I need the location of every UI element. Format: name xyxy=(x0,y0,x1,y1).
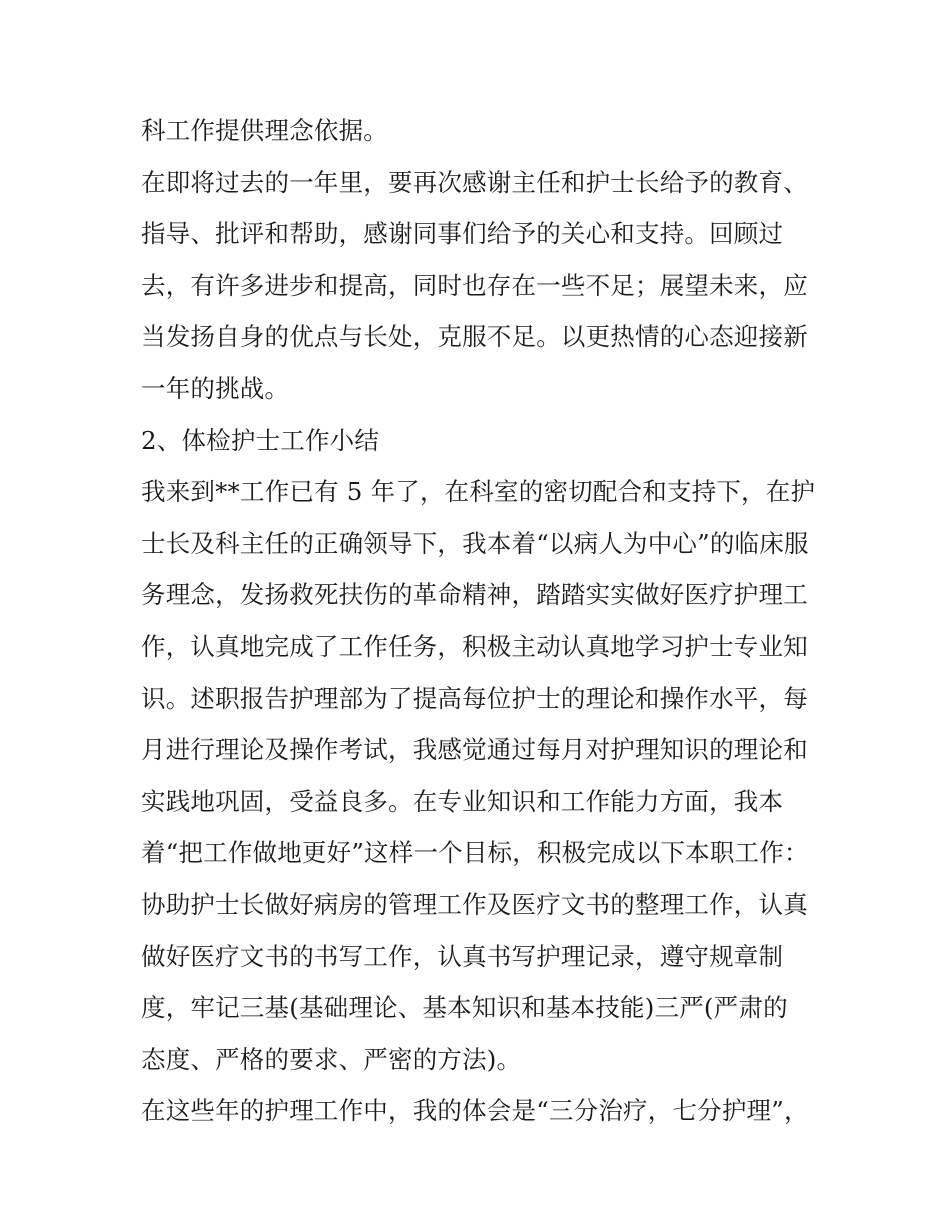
text-line: 去，有许多进步和提高，同时也存在一些不足；展望未来，应 xyxy=(141,270,808,300)
text-line: 我来到**工作已有 5 年了，在科室的密切配合和支持下，在护 xyxy=(141,477,816,507)
text-line: 科工作提供理念依据。 xyxy=(141,116,388,145)
text-line: 务理念，发扬救死扶伤的革命精神，踏踏实实做好医疗护理工 xyxy=(141,580,808,610)
text-line: 月进行理论及操作考试，我感觉通过每月对护理知识的理论和 xyxy=(141,735,808,765)
section-heading: 2、体检护士工作小结 xyxy=(141,425,380,455)
text-line: 识。述职报告护理部为了提高每位护士的理论和操作水平，每 xyxy=(141,683,808,713)
text-line: 协助护士长做好病房的管理工作及医疗文书的整理工作，认真 xyxy=(141,889,808,919)
text-line: 做好医疗文书的书写工作，认真书写护理记录，遵守规章制 xyxy=(141,941,784,971)
text-line: 士长及科主任的正确领导下，我本着“以病人为中心”的临床服 xyxy=(141,528,809,558)
text-line: 一年的挑战。 xyxy=(141,373,290,403)
text-line: 当发扬自身的优点与长处，克服不足。以更热情的心态迎接新 xyxy=(141,322,808,352)
text-line: 实践地巩固，受益良多。在专业知识和工作能力方面，我本 xyxy=(141,786,784,816)
text-line: 在即将过去的一年里，要再次感谢主任和护士长给予的教育、 xyxy=(141,167,808,197)
document-body xyxy=(141,105,821,1137)
text-line: 着“把工作做地更好”这样一个目标，积极完成以下本职工作： xyxy=(141,838,809,868)
text-line: 作，认真地完成了工作任务，积极主动认真地学习护士专业知 xyxy=(141,631,808,661)
text-line: 态度、严格的要求、严密的方法)。 xyxy=(141,1044,522,1074)
text-line: 度，牢记三基(基础理论、基本知识和基本技能)三严(严肃的 xyxy=(141,993,788,1023)
text-line: 指导、批评和帮助，感谢同事们给予的关心和支持。回顾过 xyxy=(141,219,784,249)
text-line: 在这些年的护理工作中，我的体会是“三分治疗，七分护理”， xyxy=(141,1096,809,1126)
